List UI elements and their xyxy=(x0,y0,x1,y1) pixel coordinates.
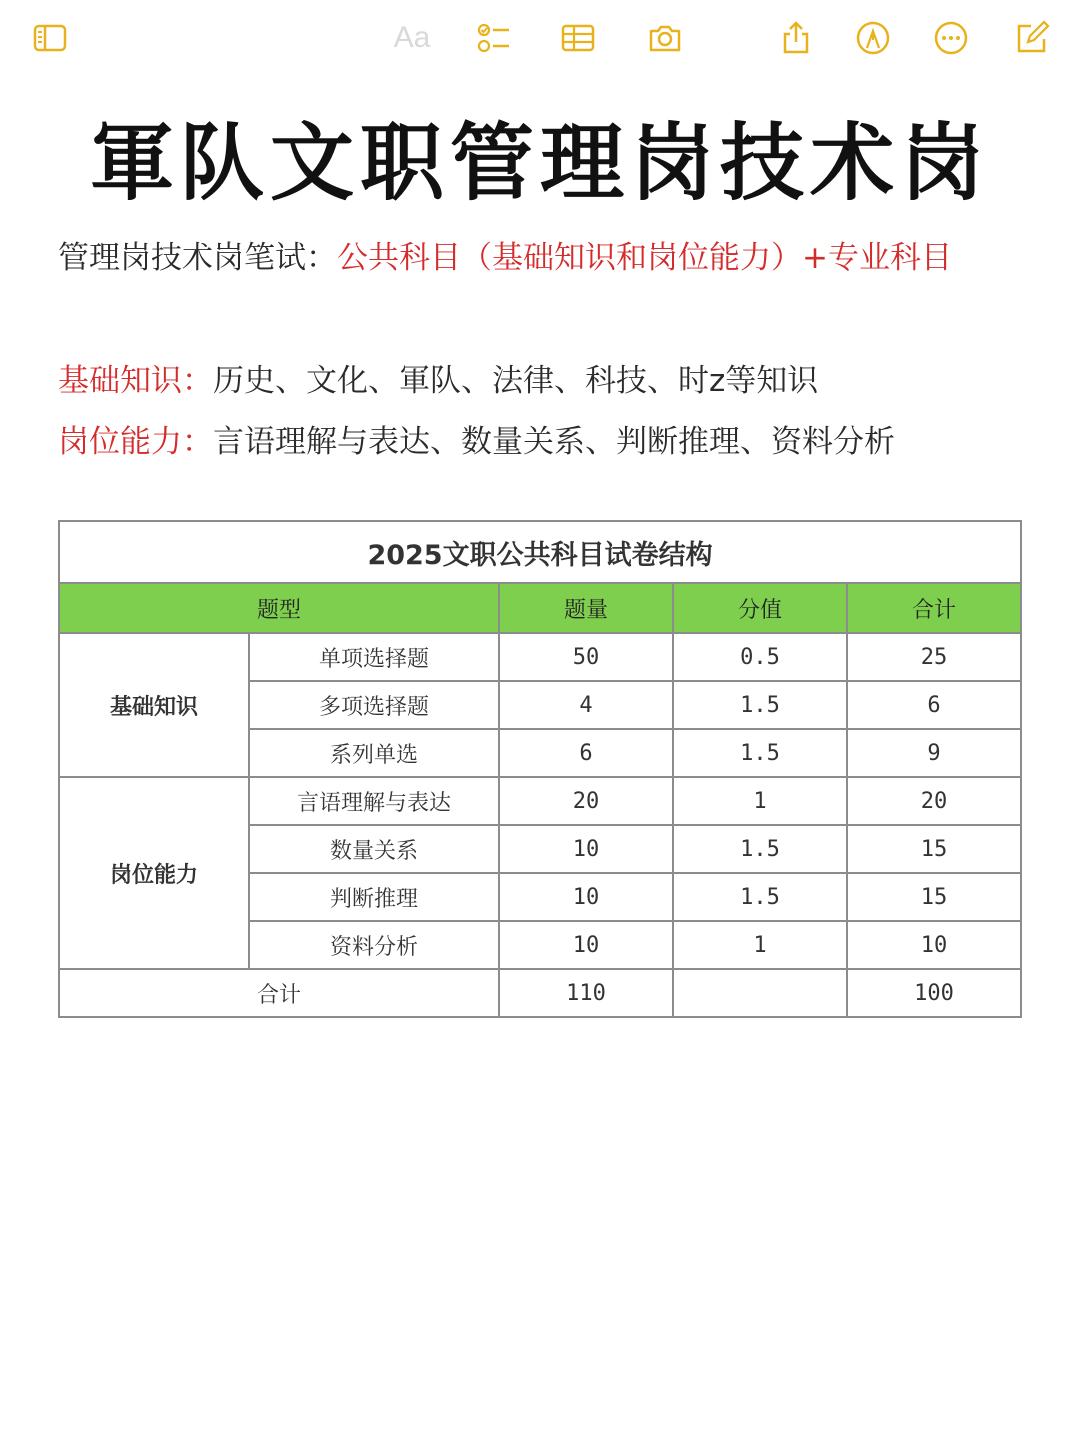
row-total: 6 xyxy=(847,681,1021,729)
row-count: 10 xyxy=(499,825,673,873)
camera-button[interactable] xyxy=(645,18,685,58)
table-footer-row xyxy=(59,969,1021,1017)
row-count: 10 xyxy=(499,921,673,969)
row-type: 资料分析 xyxy=(249,921,499,969)
row-type: 多项选择题 xyxy=(249,681,499,729)
footer-count: 110 xyxy=(499,969,673,1017)
footer-total: 100 xyxy=(847,969,1021,1017)
sidebar-toggle-button[interactable] xyxy=(30,18,70,58)
row-score: 1.5 xyxy=(673,825,847,873)
row-score: 1.5 xyxy=(673,729,847,777)
more-button[interactable] xyxy=(931,18,971,58)
row-total: 15 xyxy=(847,825,1021,873)
basic-knowledge-label: 基础知识： xyxy=(58,363,213,399)
header-score: 分值 xyxy=(673,583,847,633)
basic-knowledge-text: 历史、文化、軍队、法律、科技、时z等知识 xyxy=(213,363,819,399)
checklist-button[interactable] xyxy=(474,18,514,58)
row-score: 0.5 xyxy=(673,633,847,681)
header-total: 合计 xyxy=(847,583,1021,633)
row-score: 1.5 xyxy=(673,681,847,729)
row-count: 6 xyxy=(499,729,673,777)
row-count: 50 xyxy=(499,633,673,681)
ability-text: 言语理解与表达、数量关系、判断推理、资料分析 xyxy=(213,424,895,460)
note-title: 軍队文职管理岗技术岗 xyxy=(89,114,990,212)
exam-structure-table xyxy=(58,520,1020,1018)
row-type: 单项选择题 xyxy=(249,633,499,681)
row-total: 9 xyxy=(847,729,1021,777)
basic-knowledge-line xyxy=(58,355,818,400)
exam-line-prefix: 管理岗技术岗笔试： xyxy=(58,240,337,276)
row-total: 10 xyxy=(847,921,1021,969)
row-type: 言语理解与表达 xyxy=(249,777,499,825)
table-row xyxy=(59,777,1021,825)
row-count: 10 xyxy=(499,873,673,921)
exam-line xyxy=(58,232,952,277)
share-icon xyxy=(778,20,814,56)
row-count: 4 xyxy=(499,681,673,729)
group-position-ability: 岗位能力 xyxy=(59,777,249,969)
row-score: 1 xyxy=(673,921,847,969)
text-format-button[interactable] xyxy=(390,18,434,58)
more-icon xyxy=(933,20,969,56)
row-total: 20 xyxy=(847,777,1021,825)
row-count: 20 xyxy=(499,777,673,825)
footer-label: 合计 xyxy=(59,969,499,1017)
compose-button[interactable] xyxy=(1012,18,1052,58)
ability-label: 岗位能力： xyxy=(58,424,213,460)
checklist-icon xyxy=(476,20,512,56)
row-type: 系列单选 xyxy=(249,729,499,777)
markup-pen-icon xyxy=(855,20,891,56)
row-type: 数量关系 xyxy=(249,825,499,873)
row-type: 判断推理 xyxy=(249,873,499,921)
share-button[interactable] xyxy=(776,18,816,58)
row-total: 15 xyxy=(847,873,1021,921)
footer-score xyxy=(673,969,847,1017)
camera-icon xyxy=(647,20,683,56)
sidebar-icon xyxy=(32,20,68,56)
row-total: 25 xyxy=(847,633,1021,681)
row-score: 1.5 xyxy=(673,873,847,921)
row-score: 1 xyxy=(673,777,847,825)
markup-button[interactable] xyxy=(853,18,893,58)
exam-line-highlight: 公共科目（基础知识和岗位能力）+专业科目 xyxy=(337,240,952,276)
header-count: 题量 xyxy=(499,583,673,633)
table-button[interactable] xyxy=(558,18,598,58)
text-format-icon: Aa xyxy=(393,21,431,54)
notes-toolbar xyxy=(0,0,1080,80)
ability-line xyxy=(58,416,895,461)
table-icon xyxy=(560,20,596,56)
header-type: 题型 xyxy=(59,583,499,633)
group-basic-knowledge: 基础知识 xyxy=(59,633,249,777)
table-row xyxy=(59,633,1021,681)
compose-icon xyxy=(1014,20,1050,56)
table-caption: 2025文职公共科目试卷结构 xyxy=(59,521,1021,583)
